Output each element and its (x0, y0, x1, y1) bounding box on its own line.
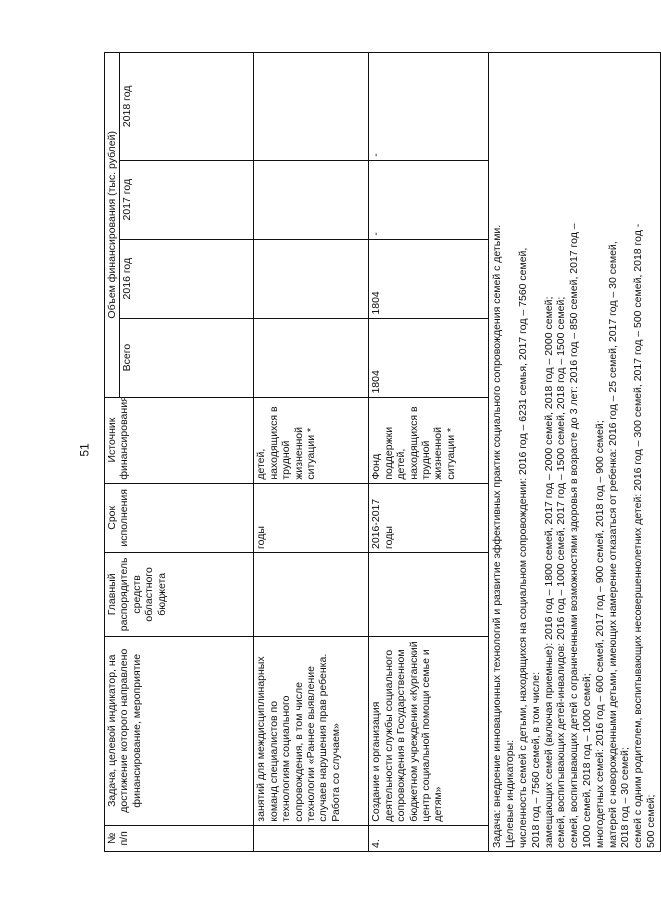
header-total: Всего (120, 318, 254, 397)
cell-num: 4. (369, 825, 489, 851)
header-term: Срок исполнения (105, 483, 254, 552)
cell-responsible (254, 553, 369, 637)
cell-2018: - (369, 53, 489, 161)
cell-2017: - (369, 160, 489, 239)
cell-task: Создание и организация деятельности службы социального сопровождения в Государственном бюджетном учреждении «Курганский центр социальной помощи семье и детям» (369, 636, 489, 825)
table-row (254, 53, 369, 852)
indicator-line: 2018 год – 30 семей; (619, 747, 632, 848)
cell-source: Фонд поддержки детей, находящихся в трудной жизненной ситуации * (369, 397, 489, 483)
table-row (369, 53, 489, 852)
cell-responsible (369, 553, 489, 637)
rotated-table-wrapper (104, 52, 657, 852)
indicator-line: матерей с новорожденными детьми, имеющих намерение отказаться от ребенка: 2016 год – 25 семей, 2017 год – 30 семей, (606, 241, 619, 848)
cell-2016: 1804 (369, 239, 489, 318)
cell-source: детей, находящихся в трудной жизненной ситуации * (254, 397, 369, 483)
cell-2018 (254, 53, 369, 161)
indicator-line: 2018 год – 7560 семей, в том числе: (529, 671, 542, 848)
header-funding-group: Объем финансирования (тыс. рублей) (105, 53, 120, 398)
cell-term: годы (254, 483, 369, 552)
indicator-line: 1000 семей, 2018 год – 1000 семей; (580, 673, 593, 848)
header-task: Задача, целевой индикатор, на достижение которого направлено финансирование, мероприятие (105, 636, 254, 825)
cell-task: занятий для междисциплинарных команд специалистов по технологиям социального сопровождения, в том числе технологии «Раннее выявление случаев нарушения прав ребенка. Работа со случаем» (254, 636, 369, 825)
indicator-line: замещающих семей (включая приемные): 2016 год – 1800 семей, 2017 год – 2000 семей, 2018 год – 2000 семей; (542, 296, 555, 848)
indicator-line: многодетных семей: 2016 год – 600 семей, 2017 год – 900 семей, 2018 год – 900 семей; (593, 420, 606, 848)
cell-total (254, 318, 369, 397)
indicator-line: Задача: внедрение инновационных технологий и развитие эффективных практик социального сопровождения семей с детьми. (491, 224, 504, 848)
page-number: 51 (77, 443, 92, 457)
header-responsible: Главный распорядитель средств областного бюджета (105, 553, 254, 637)
cell-term: 2016-2017 годы (369, 483, 489, 552)
header-num: № п/п (105, 825, 254, 851)
header-2016: 2016 год (120, 239, 254, 318)
indicator-line: Целевые индикаторы: (504, 739, 517, 848)
indicator-line: семей, воспитывающих детей с ограниченными возможностями здоровья в возрасте до 3 лет: 2016 год – 850 семей, 2017 год – (568, 223, 581, 848)
indicator-line: семей с одним родителем, воспитывающих несовершеннолетних детей: 2016 год – 300 семей, 2017 год – 500 семей, 2018 год - (632, 223, 645, 848)
indicator-line: семей, воспитывающих детей-инвалидов: 2016 год – 1000 семей, 2017 год – 1500 семей, 2018 год – 1500 семей; (555, 296, 568, 848)
indicator-line: 500 семей; (644, 794, 657, 848)
indicator-line: численность семей с детьми, находящихся на социальном сопровождении: 2016 год – 6231 семья, 2017 год – 7560 семей, (516, 247, 529, 848)
header-2018: 2018 год (120, 53, 254, 161)
task-indicators-cell (489, 53, 660, 852)
program-table (104, 52, 661, 852)
cell-2017 (254, 160, 369, 239)
cell-num (254, 825, 369, 851)
header-2017: 2017 год (120, 160, 254, 239)
cell-total: 1804 (369, 318, 489, 397)
header-source: Источник финансирования (105, 397, 254, 483)
cell-2016 (254, 239, 369, 318)
task-indicators-row (489, 53, 660, 852)
